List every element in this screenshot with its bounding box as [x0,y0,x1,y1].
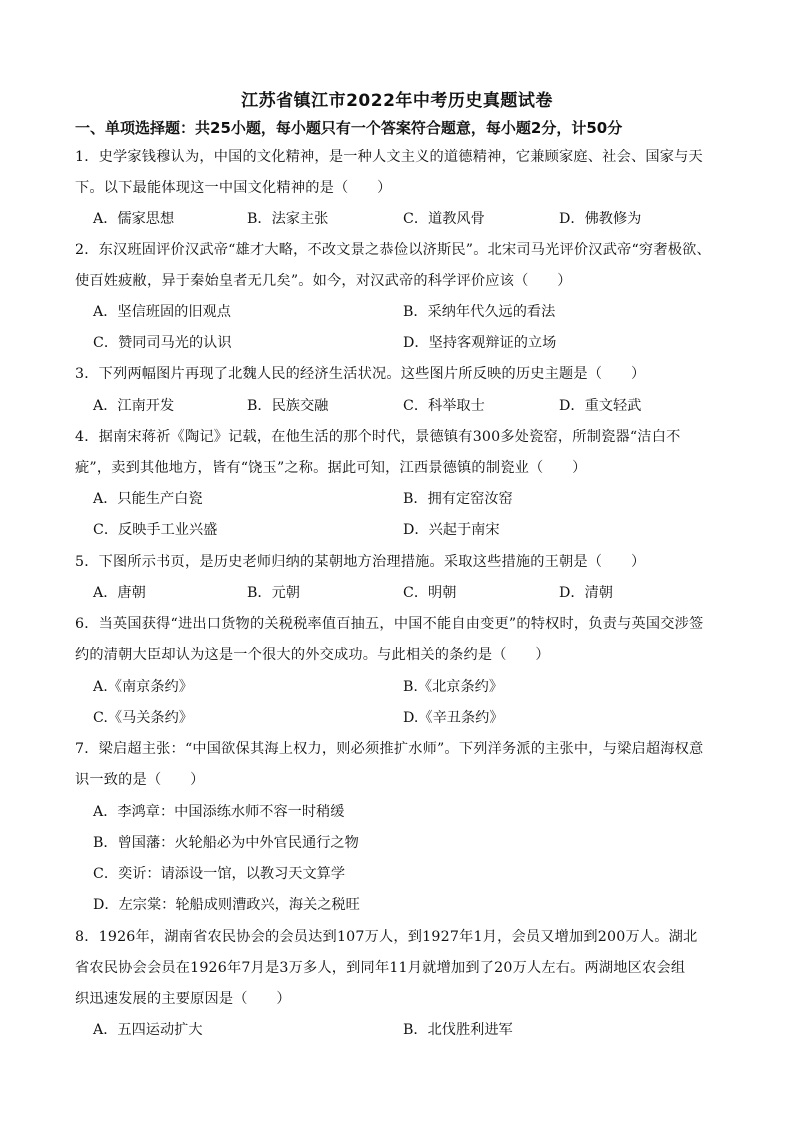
q8-stem-line1: 8．1926年，湖南省农民协会的会员达到107万人，到1927年1月，会员又增加到200万人。湖北 [75,929,698,945]
q6-stem-line1: 6．当英国获得“进出口货物的关税税率值百抽五，中国不能自由变更”的特权时，负责与英国交涉签 [75,616,704,632]
q1-stem-line2: 下。以下最能体现这一中国文化精神的是（ ） [75,180,392,196]
q1-option-b: B．法家主张 [247,211,329,227]
q6-option-d: D.《辛丑条约》 [403,710,504,726]
q6-option-a: A.《南京条约》 [93,679,193,695]
q2-option-a: A．坚信班固的旧观点 [93,304,231,320]
exam-title: 江苏省镇江市2022年中考历史真题试卷 [241,91,553,111]
q6-stem-line2: 约的清朝大臣却认为这是一个很大的外交成功。与此相关的条约是（ ） [75,647,550,663]
q7-option-a: A．李鸿章：中国添练水师不容一时稍缓 [93,804,345,820]
q2-stem-line2: 使百姓疲敝，异于秦始皇者无几矣”。如今，对汉武帝的科学评价应该（ ） [75,273,572,289]
q3-option-a: A．江南开发 [93,398,175,414]
q3-option-d: D．重文轻武 [559,398,642,414]
q4-option-a: A．只能生产白瓷 [93,491,203,507]
section-heading: 一、单项选择题：共25小题，每小题只有一个答案符合题意，每小题2分，计50分 [75,119,623,137]
q4-option-c: C．反映手工业兴盛 [93,522,218,538]
q4-option-b: B．拥有定窑汝窑 [403,491,513,507]
q1-option-d: D．佛教修为 [559,211,642,227]
q5-option-d: D．清朝 [559,585,613,601]
q4-stem-line2: 疵”，卖到其他地方，皆有“饶玉”之称。据此可知，江西景德镇的制瓷业（ ） [75,460,587,476]
q3-option-b: B．民族交融 [247,398,329,414]
q8-option-b: B．北伐胜利进军 [403,1022,513,1038]
q1-option-a: A．儒家思想 [93,211,175,227]
q2-option-d: D．坚持客观辩证的立场 [403,335,557,351]
q7-stem-line2: 识一致的是（ ） [75,772,205,788]
q7-option-b: B．曾国藩：火轮船必为中外官民通行之物 [93,835,359,851]
q2-option-c: C．赞同司马光的认识 [93,335,232,351]
q3-option-c: C．科举取士 [403,398,485,414]
q4-stem-line1: 4．据南宋蒋祈《陶记》记载，在他生活的那个时代，景德镇有300多处瓷窑，所制瓷器“洁白不 [75,429,681,445]
q6-option-b: B.《北京条约》 [403,679,504,695]
q8-option-a: A．五四运动扩大 [93,1022,203,1038]
q7-option-d: D．左宗棠：轮船成则漕政兴，海关之税旺 [93,897,360,913]
q8-stem-line3: 织迅速发展的主要原因是（ ） [75,991,291,1007]
q2-stem-line1: 2．东汉班固评价汉武帝“雄才大略，不改文景之恭俭以济斯民”。北宋司马光评价汉武帝“穷奢极欲、 [75,242,711,258]
q5-stem-line1: 5．下图所示书页，是历史老师归纳的某朝地方治理措施。采取这些措施的王朝是（ ） [75,554,646,570]
q8-stem-line2: 省农民协会会员在1926年7月是3万多人，到同年11月就增加到了20万人左右。两湖地区农会组 [75,960,686,976]
q2-option-b: B．采纳年代久远的看法 [403,304,556,320]
q5-option-c: C．明朝 [403,585,457,601]
q1-option-c: C．道教风骨 [403,211,485,227]
q5-option-a: A．唐朝 [93,585,146,601]
q6-option-c: C.《马关条约》 [93,710,193,726]
q5-option-b: B．元朝 [247,585,300,601]
q4-option-d: D．兴起于南宋 [403,522,500,538]
q7-stem-line1: 7．梁启超主张：“中国欲保其海上权力，则必须推扩水师”。下列洋务派的主张中，与梁启超海权意 [75,741,704,757]
q3-stem-line1: 3．下列两幅图片再现了北魏人民的经济生活状况。这些图片所反映的历史主题是（ ） [75,366,646,382]
q1-stem-line1: 1．史学家钱穆认为，中国的文化精神，是一种人文主义的道德精神，它兼顾家庭、社会、国家与天 [75,149,703,165]
q7-option-c: C．奕䜣：请添设一馆，以教习天文算学 [93,866,346,882]
